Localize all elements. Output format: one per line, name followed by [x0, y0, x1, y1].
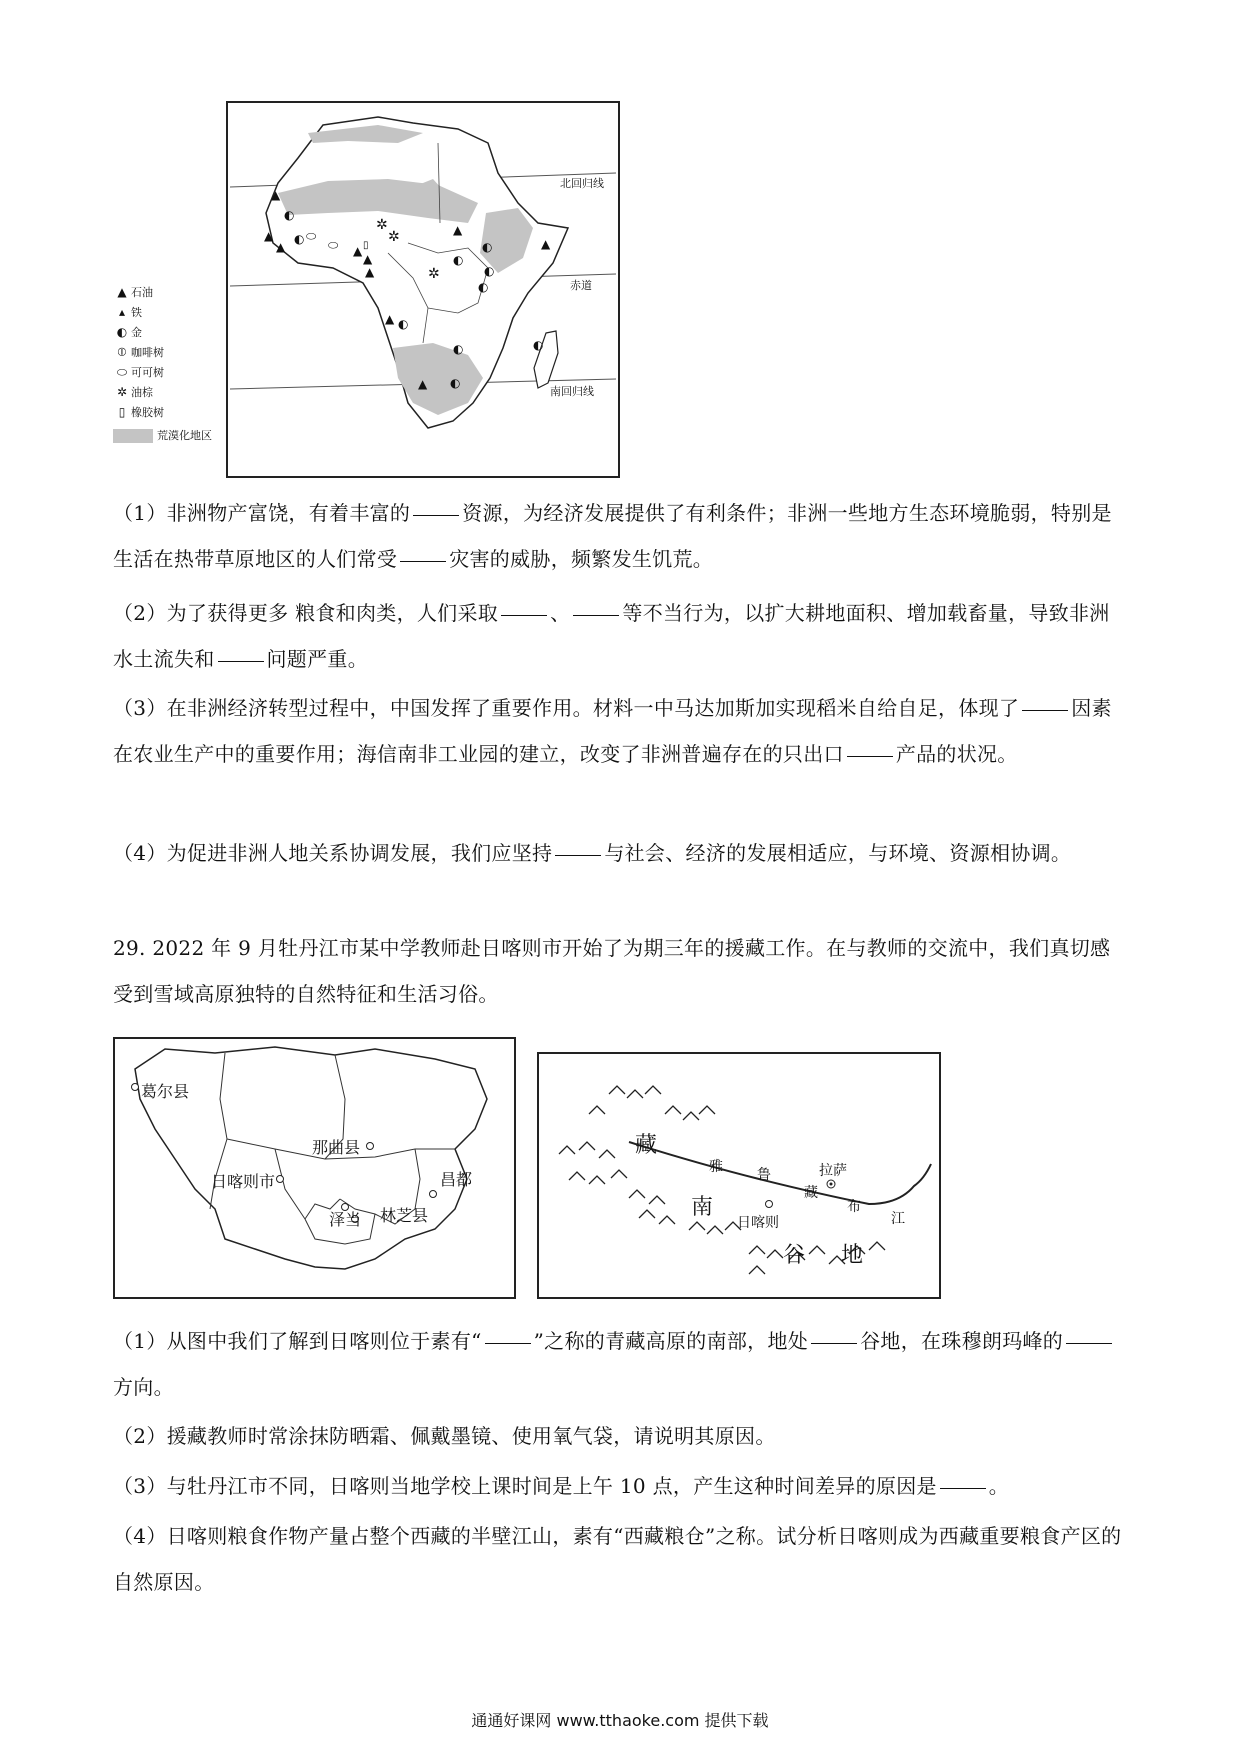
river-zang: 藏: [804, 1185, 818, 1201]
svg-text:▲: ▲: [264, 229, 274, 243]
label-nan: 南: [691, 1195, 714, 1220]
svg-text:▲: ▲: [365, 265, 375, 279]
answer-blank[interactable]: [555, 854, 601, 856]
iron-icon: ▴: [118, 305, 126, 319]
answer-blank[interactable]: [573, 614, 619, 616]
svg-text:▲: ▲: [418, 377, 428, 391]
valley-map-frame: [537, 1052, 941, 1299]
legend-oil: ▲ 石油: [113, 283, 153, 301]
africa-map-legend: [113, 283, 225, 451]
answer-blank[interactable]: [940, 1487, 986, 1489]
oil-palm-icon: ✲: [116, 385, 128, 399]
tibet-map-frame: [113, 1037, 516, 1299]
svg-text:▲: ▲: [385, 312, 395, 326]
oil-icon: ▲: [117, 285, 127, 299]
label-gu: 谷: [783, 1243, 806, 1268]
legend-cocoa: ⬭ 可可树: [113, 363, 164, 381]
svg-text:✲: ✲: [428, 266, 440, 282]
answer-blank[interactable]: [1066, 1342, 1112, 1344]
svg-text:◐: ◐: [478, 280, 489, 294]
answer-blank[interactable]: [485, 1342, 531, 1344]
legend-oil-palm: ✲ 油棕: [113, 383, 153, 401]
svg-text:⬭: ⬭: [306, 229, 317, 243]
legend-desertification: 荒漠化地区: [113, 427, 212, 445]
svg-text:◐: ◐: [284, 208, 295, 222]
answer-blank[interactable]: [501, 614, 547, 616]
place-naqu: 那曲县: [312, 1138, 361, 1157]
q28-part-1: （1）非洲物产富饶，有着丰富的 资源，为经济发展提供了有利条件；非洲一些地方生态环境脆弱，特别是生活在热带草原地区的人们常受 灾害的威胁，频繁发生饥荒。: [113, 501, 1112, 571]
q28-part-4: （4）为促进非洲人地关系协调发展，我们应坚持 与社会、经济的发展相适应，与环境、资源相协调。: [113, 841, 1072, 865]
river-lu: 鲁: [757, 1167, 771, 1183]
svg-text:◐: ◐: [398, 317, 409, 331]
tropic-cancer-label: 北回归线: [560, 177, 604, 190]
svg-text:◐: ◐: [533, 338, 544, 352]
q28-part-2: （2）为了获得更多 粮食和肉类，人们采取 、 等不当行为，以扩大耕地面积、增加载畜量，导致非洲水土流失和 问题严重。: [113, 601, 1110, 671]
q29-part-1: （1）从图中我们了解到日喀则位于素有“ ”之称的青藏高原的南部，地处 谷地，在珠穆朗玛峰的方向。: [113, 1318, 1128, 1410]
place-shigatse: 日喀则市: [211, 1172, 276, 1191]
equator-label: 赤道: [570, 279, 592, 292]
coffee-icon: ⦶: [117, 345, 127, 359]
valley-map: [539, 1054, 939, 1297]
q29-part-4: （4）日喀则粮食作物产量占整个西藏的半壁江山，素有“西藏粮仓”之称。试分析日喀则成为西藏重要粮食产区的自然原因。: [113, 1524, 1122, 1594]
svg-text:◐: ◐: [453, 342, 464, 356]
svg-text:◐: ◐: [450, 376, 461, 390]
svg-text:▲: ▲: [276, 240, 286, 254]
place-shigatse-valley: 日喀则: [737, 1215, 779, 1231]
svg-text:▲: ▲: [453, 223, 463, 237]
place-zedang: 泽当: [329, 1210, 362, 1229]
label-di: 地: [841, 1243, 864, 1268]
svg-text:◐: ◐: [453, 253, 464, 267]
q28-part-3: （3）在非洲经济转型过程中，中国发挥了重要作用。材料一中马达加斯加实现稻米自给自足，体现了 因素在农业生产中的重要作用；海信南非工业园的建立，改变了非洲普遍存在的只出口 产品的状况。: [113, 696, 1112, 766]
africa-map: [228, 103, 618, 476]
river-bu: 布: [847, 1199, 861, 1215]
svg-text:◐: ◐: [484, 264, 495, 278]
q29-part-3: （3）与牡丹江市不同，日喀则当地学校上课时间是上午 10 点，产生这种时间差异的原因是 。: [113, 1474, 1010, 1498]
q29-intro: 29. 2022 年 9 月牡丹江市某中学教师赴日喀则市开始了为期三年的援藏工作。在与教师的交流中，我们真切感受到雪域高原独特的自然特征和生活习俗。: [113, 936, 1111, 1006]
svg-text:⬭: ⬭: [328, 238, 339, 252]
desertification-icon: [113, 429, 153, 443]
svg-text:◐: ◐: [294, 232, 305, 246]
answer-blank[interactable]: [400, 560, 446, 562]
q29-part-2: （2）援藏教师时常涂抹防晒霜、佩戴墨镜、使用氧气袋，请说明其原因。: [113, 1424, 776, 1448]
cocoa-icon: ⬭: [116, 365, 128, 379]
answer-blank[interactable]: [847, 755, 893, 757]
answer-blank[interactable]: [1022, 709, 1068, 711]
rubber-icon: ▯: [118, 405, 126, 419]
answer-blank[interactable]: [218, 660, 264, 662]
legend-rubber: ▯ 橡胶树: [113, 403, 164, 421]
answer-blank[interactable]: [811, 1342, 857, 1344]
page-footer: 通通好课网 www.tthaoke.com 提供下载: [471, 1711, 769, 1730]
legend-coffee: ⦶ 咖啡树: [113, 343, 164, 361]
label-zang: 藏: [635, 1133, 658, 1158]
tropic-capricorn-label: 南回归线: [550, 385, 594, 398]
river-jiang: 江: [891, 1211, 905, 1227]
place-linzhi: 林芝县: [380, 1206, 429, 1225]
gold-icon: ◐: [116, 325, 128, 339]
place-gaer: 葛尔县: [141, 1082, 190, 1101]
place-lhasa: 拉萨: [819, 1163, 847, 1179]
place-changdu: 昌都: [440, 1170, 473, 1189]
svg-text:◐: ◐: [482, 240, 493, 254]
svg-text:▲: ▲: [541, 237, 551, 251]
river-ya: 雅: [709, 1159, 723, 1175]
legend-iron: ▴ 铁: [113, 303, 142, 321]
legend-gold: ◐ 金: [113, 323, 142, 341]
svg-text:▲: ▲: [363, 252, 373, 266]
svg-text:▲: ▲: [353, 244, 363, 258]
africa-map-frame: [226, 101, 620, 478]
svg-text:✲: ✲: [388, 229, 400, 245]
svg-text:✲: ✲: [376, 217, 388, 233]
svg-text:▯: ▯: [363, 240, 369, 251]
answer-blank[interactable]: [413, 514, 459, 516]
svg-text:▲: ▲: [271, 188, 281, 202]
